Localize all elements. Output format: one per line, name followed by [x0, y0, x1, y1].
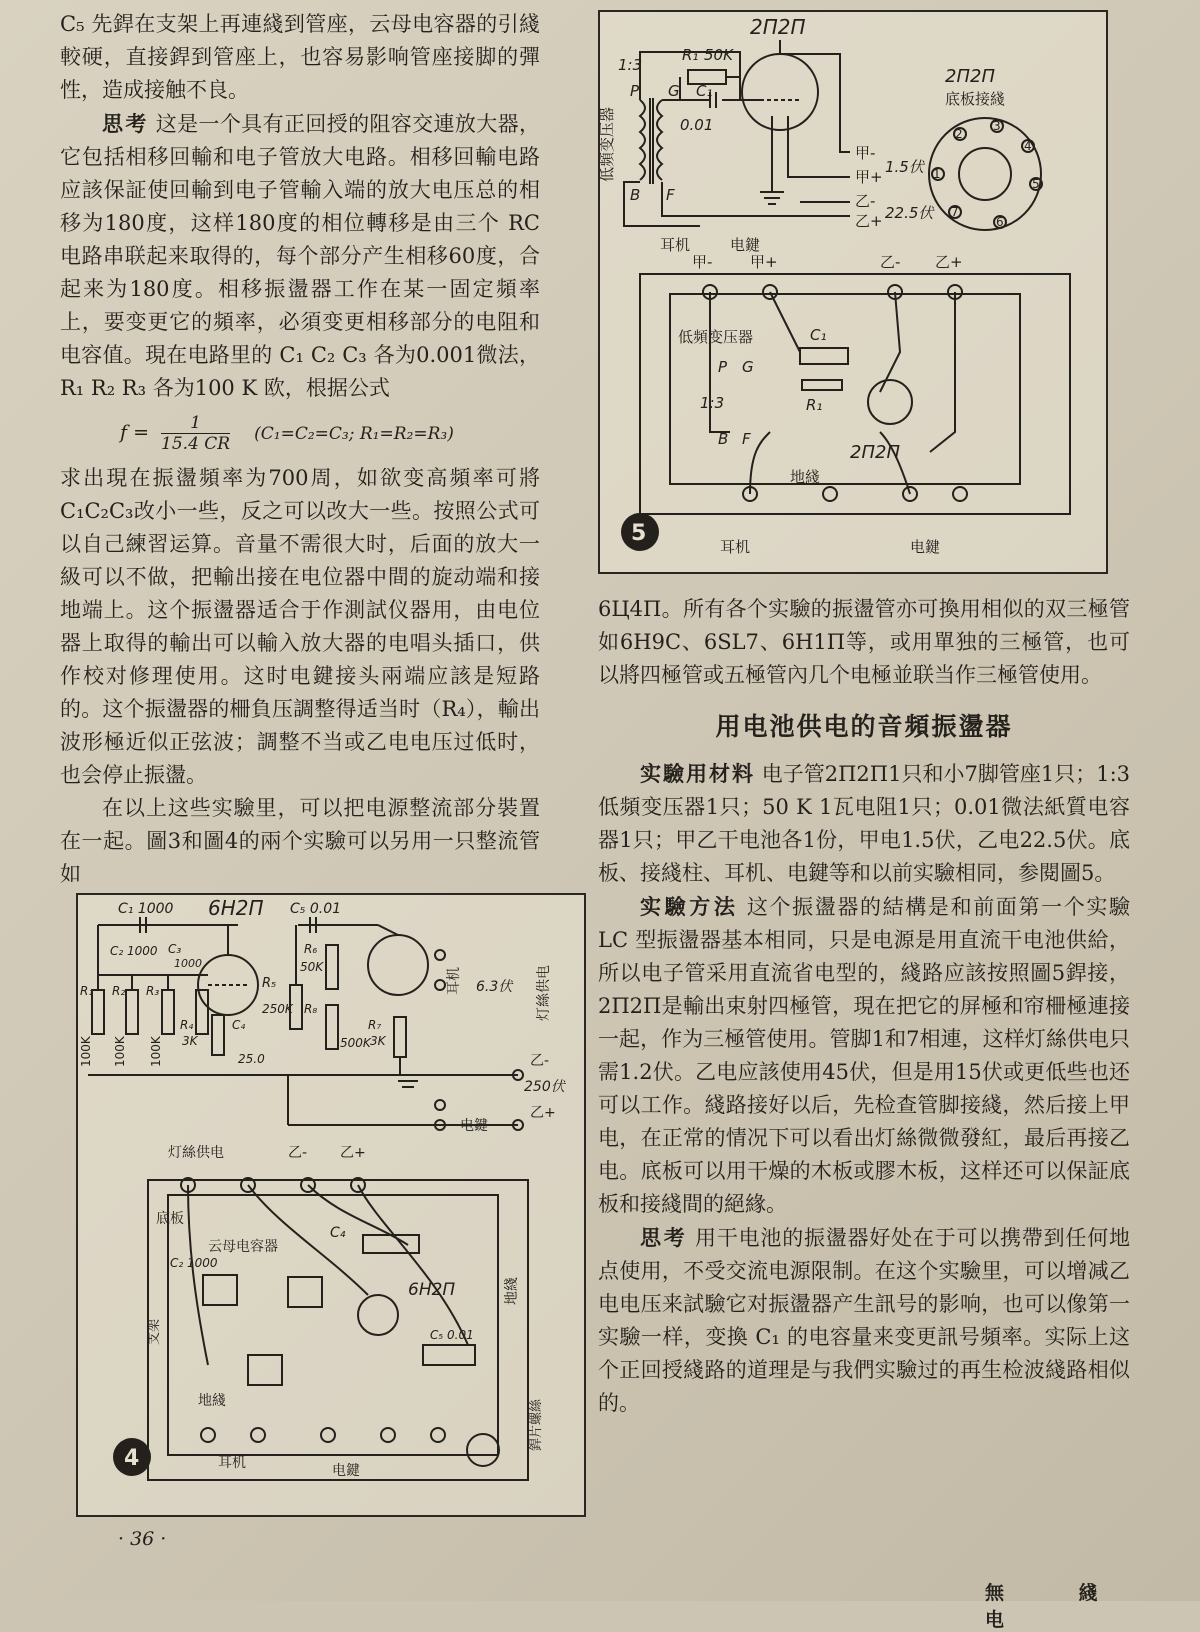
key-label: 电鍵: [460, 1118, 488, 1134]
chassis-earphone: 耳机: [720, 538, 751, 556]
c3-value: 1000: [174, 957, 202, 970]
pin-5: 5: [1032, 177, 1040, 191]
ground-label-side: 地綫: [504, 1277, 520, 1305]
right-column: [598, 593, 1130, 1420]
paragraph-method: [598, 890, 1130, 1221]
formula-lhs: f =: [120, 421, 149, 444]
chassis-b-minus: 乙-: [880, 253, 901, 271]
paragraph-text: 这是一个具有正回授的阻容交連放大器，它包括相移回輸和电子管放大电路。相移回輸电路应該保証使回輸到电子管輸入端的放大电压总的相移为180度，这样180度的相位轉移是由三个 RC 电路串联起来取得的，每个部分产生相移60度，合起来为180度。相移振盪器工作在某一固定頻率上，要变更它的頻率，必須变更相移部分的电阻和电容值。現在电路里的 C₁ C₂ C₃ 各为0.001微法，R₁ R₂ R₃ 各为100 K 欧，根据公式: [60, 112, 540, 400]
pin-b: B: [630, 186, 641, 204]
chassis-pin-b: B: [718, 430, 729, 448]
pin-p: P: [630, 82, 640, 100]
figure-number: 4: [124, 1446, 140, 1471]
r7-value: 3K: [370, 1034, 386, 1048]
chassis-key: 电鍵: [332, 1463, 360, 1479]
key-label: 电鍵: [730, 236, 761, 254]
r1-label: R₁: [80, 984, 94, 998]
c4-value: 25.0: [238, 1052, 265, 1066]
r4-label: R₄: [180, 1018, 194, 1032]
ratio-label: 1:3: [618, 56, 643, 74]
filament-supply: 灯絲供电: [536, 965, 552, 1021]
keyword: 实驗方法: [640, 894, 739, 919]
c2-label: C₂ 1000: [110, 944, 158, 958]
chassis-tube: 2П2П: [850, 442, 900, 463]
base-subtitle: 底板接綫: [945, 90, 1006, 108]
chassis-r1: R₁: [806, 396, 823, 414]
pin-1: 1: [933, 167, 941, 181]
keyword: 思考: [102, 111, 149, 136]
schematic-5: [624, 40, 1070, 514]
r8-label: R₈: [304, 1002, 318, 1016]
r4-value: 3K: [182, 1034, 198, 1048]
chassis-transformer: 低頻变压器: [678, 328, 754, 346]
c1-label: C₁: [696, 82, 713, 100]
earphone-label: 耳机: [446, 967, 462, 995]
ground-label-bottom: 地綫: [198, 1393, 226, 1409]
a-plus: 甲+: [855, 168, 883, 186]
b-plus: 乙+: [855, 212, 883, 230]
a-volt: 1.5伏: [885, 158, 924, 176]
schematic-5-labels: [598, 15, 1040, 556]
pin-4: 4: [1024, 139, 1032, 153]
chassis-pin-f: F: [742, 430, 751, 448]
page-number: · 36 ·: [118, 1528, 167, 1550]
transformer-label: 低頻变压器: [598, 106, 616, 182]
tube-label: 2П2П: [750, 15, 806, 39]
figure-number: 5: [631, 521, 647, 546]
b-volt: 250伏: [524, 1079, 565, 1095]
paragraph-text: 这个振盪器的結構是和前面第一个实驗 LC 型振盪器基本相同，只是电源是用直流干电池供給，所以电子管采用直流省电型的，綫路应該按照圖5銲接，2П2П是輸出束射四極管，現在把它的屏極和帘柵極連接一起，作为三極管使用。管脚1和7相連，这样灯絲供电只需1.2伏。乙电应該使用45伏，但是用15伏或更低些也还可以工作。綫路接好以后，先检查管脚接綫，然后接上甲电，在正常的情况下可以看出灯絲微微發紅，最后再接乙电。底板可以用干燥的木板或膠木板，这样还可以保証底板和接綫間的絕緣。: [598, 895, 1131, 1216]
r2-value: 100K: [113, 1036, 127, 1067]
paragraph-text: 用干电池的振盪器好处在于可以携帶到任何地点使用，不受交流电源限制。在这个实驗里，可以增减乙电电压来試驗它对振盪器产生訊号的影响，也可以像第一实驗一样，变換 C₁ 的电容量来变更訊号頻率。实际上这个正回授綫路的道理是与我們实驗过的再生检波綫路相似的。: [598, 1226, 1130, 1415]
r6-label: R₆: [304, 942, 318, 956]
c1-label: C₁ 1000: [118, 901, 174, 917]
figure-5: [598, 10, 1108, 574]
formula-numerator: 1: [161, 413, 230, 434]
r6-value: 50K: [300, 960, 324, 974]
formula-denominator: 15.4 CR: [161, 434, 231, 454]
chassis-b-plus: 乙+: [340, 1145, 366, 1161]
c1-value: 0.01: [680, 116, 714, 134]
earphone-label: 耳机: [660, 236, 691, 254]
base-title: 2П2П: [945, 66, 995, 87]
chassis-a-minus: 甲-: [692, 253, 713, 271]
mica-label: 云母电容器: [208, 1239, 278, 1255]
paragraph: 6Ц4П。所有各个实驗的振盪管亦可換用相似的双三極管如6Н9С、6SL7、6Н1П等，或用單独的三極管，也可以將四極管或五極管內几个电極並联当作三極管使用。: [598, 597, 1130, 687]
pin-6: 6: [996, 215, 1004, 229]
c4-label: C₄: [232, 1018, 246, 1032]
filament-volt: 6.3伏: [476, 979, 513, 995]
solder-lug-label: 銲片螺絲: [529, 1398, 544, 1451]
r5-value: 250K: [262, 1002, 293, 1016]
formula: [120, 413, 540, 454]
chassis-b-plus: 乙+: [935, 253, 963, 271]
b-plus: 乙+: [530, 1105, 556, 1121]
chassis-a-plus: 甲+: [750, 253, 778, 271]
paragraph-text: 电子管2П2П1只和小7脚管座1只；1:3低頻变压器1只；50 K 1瓦电阻1只；0.01微法紙質电容器1只；甲乙干电池各1份，甲电1.5伏，乙电22.5伏。底板、接綫柱、耳机、电鍵等和以前实驗相同，参閱圖5。: [598, 762, 1130, 885]
formula-fraction: [161, 413, 230, 454]
r1-value: 50K: [704, 46, 733, 64]
left-column: [60, 8, 540, 891]
chassis-b-minus: 乙-: [288, 1145, 308, 1161]
pin-3: 3: [993, 119, 1001, 133]
pin-f: F: [666, 186, 675, 204]
formula-condition: (C₁=C₂=C₃; R₁=R₂=R₃): [254, 423, 454, 444]
keyword: 实驗用材料: [640, 761, 756, 786]
bracket-label: 支架: [147, 1318, 162, 1345]
chassis-c5: C₅ 0.01: [430, 1328, 474, 1342]
chassis-earphone: 耳机: [218, 1455, 246, 1471]
base-label: 底板: [156, 1211, 184, 1227]
paragraph-materials: [598, 757, 1130, 890]
chassis-ground: 地綫: [790, 468, 821, 486]
paragraph: C₅ 先銲在支架上再連綫到管座，云母电容器的引綫較硬，直接銲到管座上，也容易影响管座接脚的彈性，造成接触不良。: [60, 12, 540, 102]
r3-value: 100K: [149, 1036, 163, 1067]
r1-label: R₁: [682, 46, 699, 64]
r7-label: R₇: [368, 1018, 382, 1032]
c5-label: C₅ 0.01: [290, 901, 342, 917]
chassis-pin-g: G: [742, 358, 754, 376]
section-heading: 用电池供电的音頻振盪器: [715, 712, 1013, 741]
figure-4: [76, 893, 586, 1517]
chassis-c2: C₂ 1000: [170, 1256, 218, 1270]
chassis-c4: C₄: [330, 1225, 346, 1241]
chassis-c1: C₁: [810, 326, 827, 344]
b-volt: 22.5伏: [885, 204, 934, 222]
chassis-pin-p: P: [718, 358, 728, 376]
r8-value: 500K: [340, 1036, 371, 1050]
pin-2: 2: [955, 127, 963, 141]
paragraph-thinking: [60, 107, 540, 405]
footer-journal-name: 無 綫 电: [985, 1582, 1132, 1631]
chassis-tube: 6Н2П: [408, 1280, 456, 1300]
pin-g: G: [668, 82, 680, 100]
b-minus: 乙-: [530, 1053, 550, 1069]
b-minus: 乙-: [855, 192, 876, 210]
paragraph-thinking: [598, 1221, 1130, 1420]
pin-7: 7: [951, 205, 959, 219]
schematic-4-labels: [79, 896, 567, 1479]
c3-label: C₃: [168, 942, 182, 956]
r2-label: R₂: [112, 984, 126, 998]
paragraph: 在以上这些实驗里，可以把电源整流部分裝置在一起。圖3和圖4的兩个实驗可以另用一只整流管如: [60, 796, 540, 886]
a-minus: 甲-: [855, 144, 876, 162]
chassis-filament: 灯絲供电: [168, 1145, 224, 1161]
keyword: 思考: [640, 1225, 688, 1250]
chassis-ratio: 1:3: [700, 394, 725, 412]
chassis-key: 电鍵: [910, 538, 941, 556]
r3-label: R₃: [146, 984, 160, 998]
paragraph: 求出現在振盪頻率为700周，如欲变高頻率可將C₁C₂C₃改小一些，反之可以改大一些。按照公式可以自己練習运算。音量不需很大时，后面的放大一級可以不做，把輸出接在电位器中間的旋动端和接地端上。这个振盪器适合于作測試仪器用，由电位器上取得的輸出可以輸入放大器的电唱头插口，供作校对修理使用。这时电鍵接头兩端应該是短路的。这个振盪器的柵負压調整得适当时（R₄），輸出波形極近似正弦波；調整不当或乙电电压过低时，也会停止振盪。: [60, 466, 540, 787]
tube-label: 6Н2П: [208, 896, 264, 920]
r1-value: 100K: [79, 1036, 93, 1067]
r5-label: R₅: [262, 976, 277, 991]
